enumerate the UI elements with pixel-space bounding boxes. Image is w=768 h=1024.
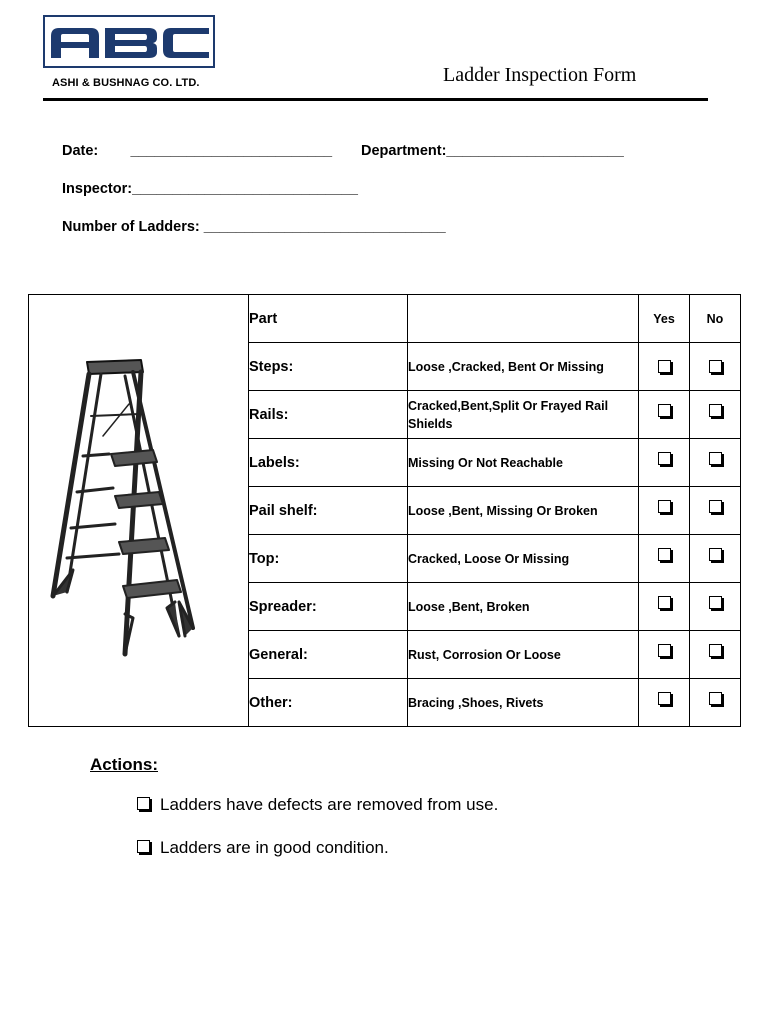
action-checkbox[interactable] xyxy=(137,840,150,853)
part-header: Part xyxy=(249,295,408,343)
no-cell xyxy=(690,439,741,487)
yes-checkbox[interactable] xyxy=(658,596,671,609)
row-part: Spreader: xyxy=(249,583,408,631)
yes-checkbox[interactable] xyxy=(658,548,671,561)
no-checkbox[interactable] xyxy=(709,596,722,609)
no-header: No xyxy=(690,295,741,343)
row-part: Other: xyxy=(249,679,408,727)
no-checkbox[interactable] xyxy=(709,404,722,417)
row-part: Pail shelf: xyxy=(249,487,408,535)
row-description: Loose ,Bent, Broken xyxy=(408,583,639,631)
yes-checkbox[interactable] xyxy=(658,692,671,705)
yes-cell xyxy=(639,391,690,439)
no-checkbox[interactable] xyxy=(709,644,722,657)
inspection-table xyxy=(28,294,741,727)
yes-checkbox[interactable] xyxy=(658,404,671,417)
table-header-row xyxy=(29,295,741,343)
row-part: Labels: xyxy=(249,439,408,487)
row-part: Steps: xyxy=(249,343,408,391)
no-cell xyxy=(690,391,741,439)
row-part: Rails: xyxy=(249,391,408,439)
action-label: Ladders have defects are removed from use. xyxy=(160,795,499,814)
action-checkbox[interactable] xyxy=(137,797,150,810)
action-item xyxy=(137,838,389,858)
date-field[interactable]: Date: _________________________ xyxy=(62,143,333,159)
company-name: ASHI & BUSHNAG CO. LTD. xyxy=(52,77,200,89)
yes-cell xyxy=(639,439,690,487)
header-divider xyxy=(43,98,708,101)
row-description: Cracked, Loose Or Missing xyxy=(408,535,639,583)
no-cell xyxy=(690,343,741,391)
row-description: Loose ,Bent, Missing Or Broken xyxy=(408,487,639,535)
department-field[interactable]: Department:______________________ xyxy=(361,143,624,159)
no-checkbox[interactable] xyxy=(709,500,722,513)
yes-cell xyxy=(639,631,690,679)
no-checkbox[interactable] xyxy=(709,360,722,373)
yes-cell xyxy=(639,535,690,583)
row-part: Top: xyxy=(249,535,408,583)
inspector-field[interactable]: Inspector:____________________________ xyxy=(62,181,358,197)
yes-cell xyxy=(639,343,690,391)
row-description: Rust, Corrosion Or Loose xyxy=(408,631,639,679)
no-cell xyxy=(690,679,741,727)
row-description: Bracing ,Shoes, Rivets xyxy=(408,679,639,727)
no-checkbox[interactable] xyxy=(709,452,722,465)
yes-header: Yes xyxy=(639,295,690,343)
ladder-image-cell xyxy=(29,295,249,727)
yes-checkbox[interactable] xyxy=(658,452,671,465)
yes-cell xyxy=(639,583,690,631)
ladder-illustration xyxy=(29,296,248,720)
action-label: Ladders are in good condition. xyxy=(160,838,389,857)
no-checkbox[interactable] xyxy=(709,692,722,705)
no-checkbox[interactable] xyxy=(709,548,722,561)
page-title: Ladder Inspection Form xyxy=(443,64,637,86)
yes-checkbox[interactable] xyxy=(658,500,671,513)
yes-checkbox[interactable] xyxy=(658,644,671,657)
no-cell xyxy=(690,487,741,535)
number-of-ladders-field[interactable]: Number of Ladders: ______________________________ xyxy=(62,219,446,235)
yes-cell xyxy=(639,679,690,727)
actions-title: Actions: xyxy=(90,755,158,774)
row-description: Cracked,Bent,Split Or Frayed Rail Shields xyxy=(408,391,639,439)
no-cell xyxy=(690,631,741,679)
abc-logo-mark xyxy=(49,24,211,60)
yes-cell xyxy=(639,487,690,535)
action-item xyxy=(137,795,498,815)
description-header xyxy=(408,295,639,343)
no-cell xyxy=(690,583,741,631)
row-description: Missing Or Not Reachable xyxy=(408,439,639,487)
row-description: Loose ,Cracked, Bent Or Missing xyxy=(408,343,639,391)
row-part: General: xyxy=(249,631,408,679)
company-logo xyxy=(43,15,215,68)
yes-checkbox[interactable] xyxy=(658,360,671,373)
no-cell xyxy=(690,535,741,583)
